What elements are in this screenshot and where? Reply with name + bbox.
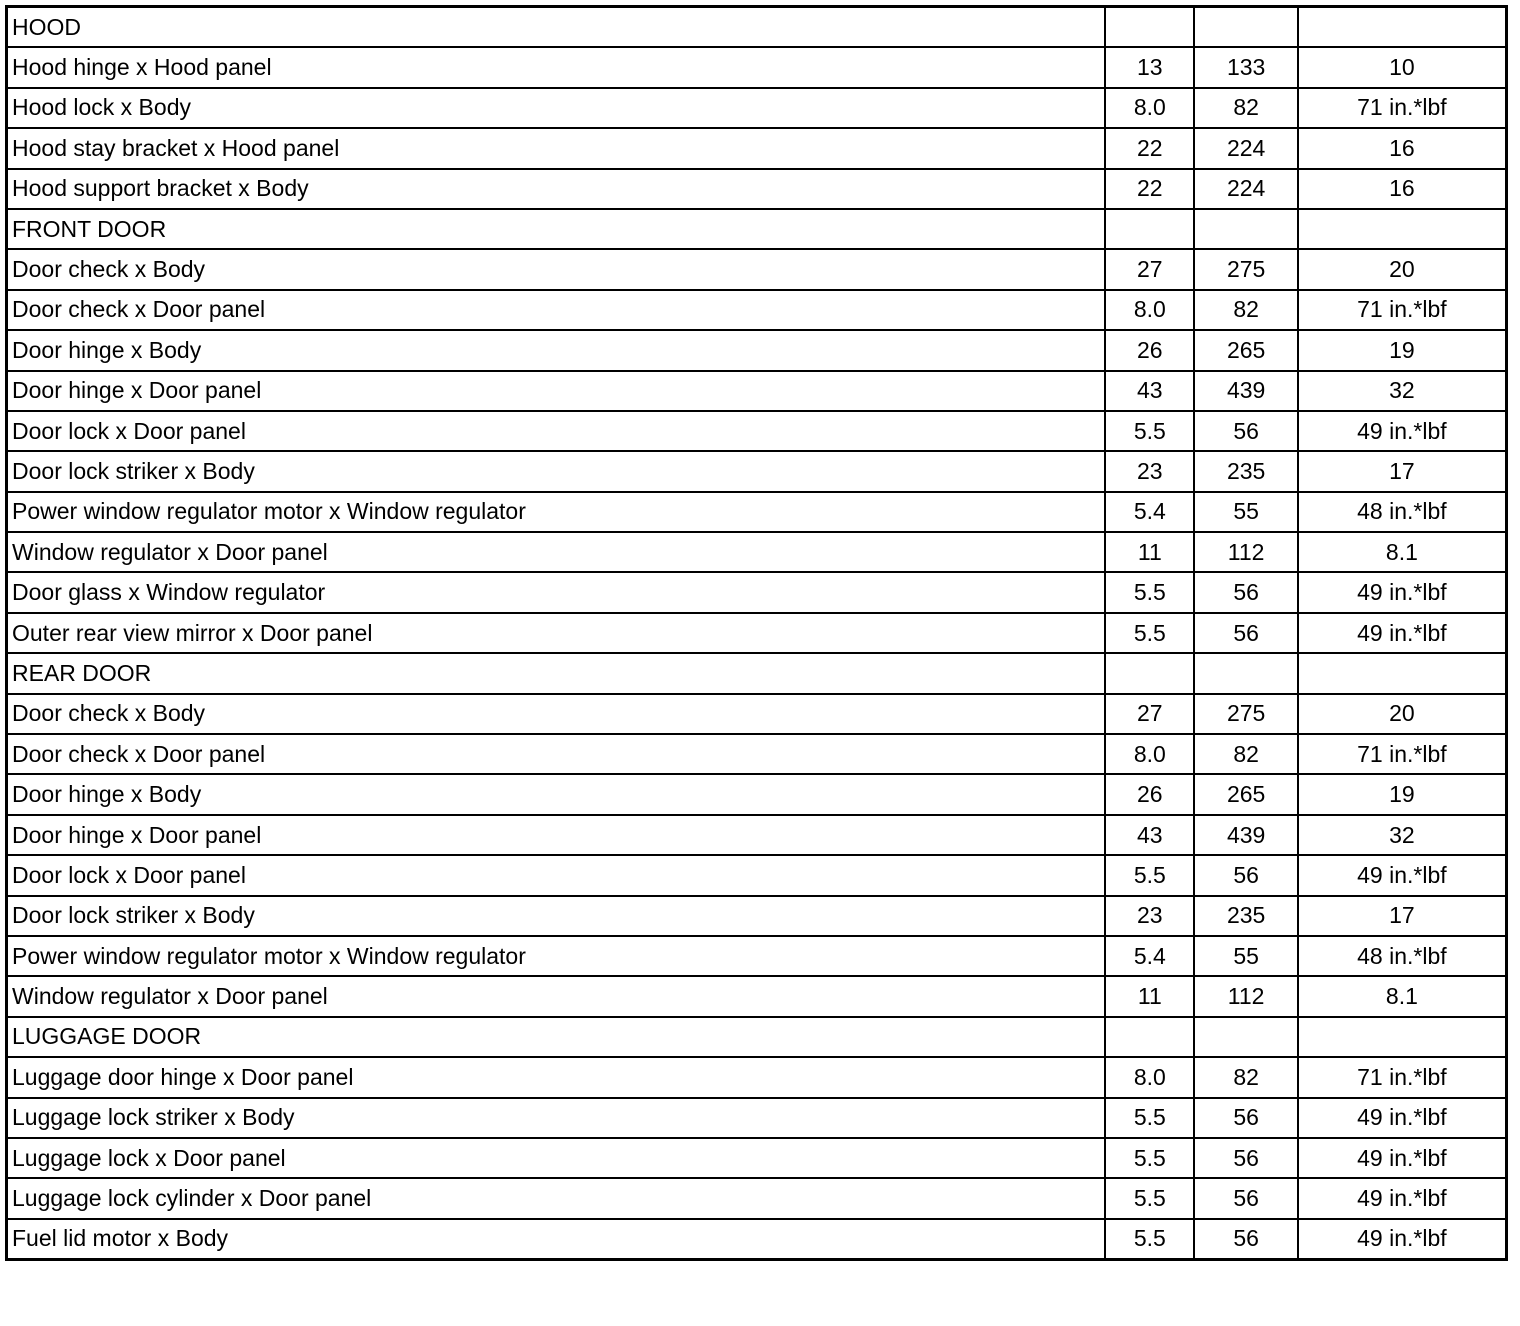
kgfcm-cell: 82: [1194, 88, 1297, 128]
part-name-cell: Fuel lid motor x Body: [7, 1219, 1106, 1260]
section-header-row: [7, 7, 1507, 48]
kgfcm-cell: 55: [1194, 492, 1297, 532]
kgfcm-cell: 56: [1194, 855, 1297, 895]
part-name-cell: Door hinge x Body: [7, 774, 1106, 814]
part-name-cell: Hood stay bracket x Hood panel: [7, 128, 1106, 168]
part-name-cell: Hood hinge x Hood panel: [7, 47, 1106, 87]
empty-cell: [1105, 1017, 1194, 1057]
kgfcm-cell: 275: [1194, 694, 1297, 734]
nm-cell: 5.5: [1105, 613, 1194, 653]
ftlbf-cell: 17: [1298, 451, 1507, 491]
ftlbf-cell: 49 in.*lbf: [1298, 1138, 1507, 1178]
table-row: [7, 976, 1507, 1016]
empty-cell: [1298, 1017, 1507, 1057]
part-name-cell: Door hinge x Door panel: [7, 371, 1106, 411]
nm-cell: 23: [1105, 451, 1194, 491]
part-name-cell: Door hinge x Door panel: [7, 815, 1106, 855]
kgfcm-cell: 82: [1194, 1057, 1297, 1097]
part-name-cell: Luggage lock cylinder x Door panel: [7, 1178, 1106, 1218]
nm-cell: 13: [1105, 47, 1194, 87]
ftlbf-cell: 17: [1298, 896, 1507, 936]
empty-cell: [1194, 7, 1297, 48]
table-row: [7, 1219, 1507, 1260]
ftlbf-cell: 71 in.*lbf: [1298, 734, 1507, 774]
nm-cell: 5.5: [1105, 855, 1194, 895]
kgfcm-cell: 275: [1194, 249, 1297, 289]
ftlbf-cell: 49 in.*lbf: [1298, 572, 1507, 612]
nm-cell: 11: [1105, 532, 1194, 572]
nm-cell: 27: [1105, 249, 1194, 289]
ftlbf-cell: 20: [1298, 249, 1507, 289]
section-header-row: [7, 1017, 1507, 1057]
nm-cell: 22: [1105, 169, 1194, 209]
table-row: [7, 128, 1507, 168]
table-row: [7, 249, 1507, 289]
part-name-cell: Door check x Body: [7, 249, 1106, 289]
part-name-cell: Power window regulator motor x Window regulator: [7, 936, 1106, 976]
ftlbf-cell: 10: [1298, 47, 1507, 87]
nm-cell: 22: [1105, 128, 1194, 168]
section-title: LUGGAGE DOOR: [7, 1017, 1106, 1057]
empty-cell: [1298, 7, 1507, 48]
kgfcm-cell: 112: [1194, 532, 1297, 572]
empty-cell: [1194, 653, 1297, 693]
table-row: [7, 290, 1507, 330]
table-row: [7, 47, 1507, 87]
nm-cell: 26: [1105, 774, 1194, 814]
nm-cell: 5.5: [1105, 411, 1194, 451]
part-name-cell: Door check x Body: [7, 694, 1106, 734]
table-row: [7, 855, 1507, 895]
ftlbf-cell: 49 in.*lbf: [1298, 411, 1507, 451]
part-name-cell: Outer rear view mirror x Door panel: [7, 613, 1106, 653]
table-row: [7, 774, 1507, 814]
table-row: [7, 572, 1507, 612]
section-title: HOOD: [7, 7, 1106, 48]
ftlbf-cell: 71 in.*lbf: [1298, 290, 1507, 330]
kgfcm-cell: 82: [1194, 734, 1297, 774]
part-name-cell: Door check x Door panel: [7, 734, 1106, 774]
kgfcm-cell: 439: [1194, 371, 1297, 411]
ftlbf-cell: 19: [1298, 330, 1507, 370]
table-row: [7, 492, 1507, 532]
kgfcm-cell: 133: [1194, 47, 1297, 87]
empty-cell: [1105, 209, 1194, 249]
table-row: [7, 734, 1507, 774]
part-name-cell: Luggage door hinge x Door panel: [7, 1057, 1106, 1097]
ftlbf-cell: 71 in.*lbf: [1298, 1057, 1507, 1097]
nm-cell: 8.0: [1105, 1057, 1194, 1097]
table-row: [7, 451, 1507, 491]
kgfcm-cell: 56: [1194, 1098, 1297, 1138]
ftlbf-cell: 48 in.*lbf: [1298, 492, 1507, 532]
nm-cell: 11: [1105, 976, 1194, 1016]
table-row: [7, 371, 1507, 411]
kgfcm-cell: 224: [1194, 128, 1297, 168]
empty-cell: [1105, 7, 1194, 48]
nm-cell: 5.4: [1105, 936, 1194, 976]
table-row: [7, 1178, 1507, 1218]
ftlbf-cell: 49 in.*lbf: [1298, 1219, 1507, 1260]
nm-cell: 5.5: [1105, 1098, 1194, 1138]
ftlbf-cell: 49 in.*lbf: [1298, 1098, 1507, 1138]
kgfcm-cell: 112: [1194, 976, 1297, 1016]
part-name-cell: Door lock x Door panel: [7, 855, 1106, 895]
ftlbf-cell: 48 in.*lbf: [1298, 936, 1507, 976]
kgfcm-cell: 265: [1194, 330, 1297, 370]
part-name-cell: Door check x Door panel: [7, 290, 1106, 330]
ftlbf-cell: 32: [1298, 815, 1507, 855]
ftlbf-cell: 19: [1298, 774, 1507, 814]
ftlbf-cell: 16: [1298, 169, 1507, 209]
part-name-cell: Window regulator x Door panel: [7, 532, 1106, 572]
table-row: [7, 936, 1507, 976]
ftlbf-cell: 49 in.*lbf: [1298, 613, 1507, 653]
nm-cell: 23: [1105, 896, 1194, 936]
section-header-row: [7, 653, 1507, 693]
kgfcm-cell: 56: [1194, 572, 1297, 612]
nm-cell: 8.0: [1105, 734, 1194, 774]
empty-cell: [1298, 653, 1507, 693]
kgfcm-cell: 235: [1194, 451, 1297, 491]
nm-cell: 5.4: [1105, 492, 1194, 532]
kgfcm-cell: 235: [1194, 896, 1297, 936]
nm-cell: 43: [1105, 815, 1194, 855]
empty-cell: [1105, 653, 1194, 693]
nm-cell: 26: [1105, 330, 1194, 370]
kgfcm-cell: 224: [1194, 169, 1297, 209]
nm-cell: 27: [1105, 694, 1194, 734]
table-row: [7, 88, 1507, 128]
kgfcm-cell: 265: [1194, 774, 1297, 814]
kgfcm-cell: 56: [1194, 411, 1297, 451]
part-name-cell: Window regulator x Door panel: [7, 976, 1106, 1016]
nm-cell: 5.5: [1105, 1138, 1194, 1178]
nm-cell: 5.5: [1105, 572, 1194, 612]
kgfcm-cell: 56: [1194, 1138, 1297, 1178]
table-row: [7, 1098, 1507, 1138]
kgfcm-cell: 82: [1194, 290, 1297, 330]
section-title: REAR DOOR: [7, 653, 1106, 693]
part-name-cell: Door lock striker x Body: [7, 451, 1106, 491]
part-name-cell: Door lock striker x Body: [7, 896, 1106, 936]
table-row: [7, 896, 1507, 936]
part-name-cell: Power window regulator motor x Window regulator: [7, 492, 1106, 532]
table-row: [7, 815, 1507, 855]
part-name-cell: Luggage lock x Door panel: [7, 1138, 1106, 1178]
kgfcm-cell: 56: [1194, 1219, 1297, 1260]
ftlbf-cell: 20: [1298, 694, 1507, 734]
empty-cell: [1194, 209, 1297, 249]
part-name-cell: Door glass x Window regulator: [7, 572, 1106, 612]
ftlbf-cell: 32: [1298, 371, 1507, 411]
part-name-cell: Luggage lock striker x Body: [7, 1098, 1106, 1138]
kgfcm-cell: 56: [1194, 1178, 1297, 1218]
ftlbf-cell: 16: [1298, 128, 1507, 168]
kgfcm-cell: 439: [1194, 815, 1297, 855]
section-header-row: [7, 209, 1507, 249]
part-name-cell: Door lock x Door panel: [7, 411, 1106, 451]
table-row: [7, 1138, 1507, 1178]
ftlbf-cell: 49 in.*lbf: [1298, 855, 1507, 895]
nm-cell: 8.0: [1105, 290, 1194, 330]
table-body: [7, 7, 1507, 1260]
kgfcm-cell: 56: [1194, 613, 1297, 653]
ftlbf-cell: 8.1: [1298, 532, 1507, 572]
section-title: FRONT DOOR: [7, 209, 1106, 249]
table-row: [7, 694, 1507, 734]
ftlbf-cell: 8.1: [1298, 976, 1507, 1016]
table-row: [7, 169, 1507, 209]
nm-cell: 8.0: [1105, 88, 1194, 128]
ftlbf-cell: 49 in.*lbf: [1298, 1178, 1507, 1218]
nm-cell: 43: [1105, 371, 1194, 411]
nm-cell: 5.5: [1105, 1178, 1194, 1218]
table-row: [7, 330, 1507, 370]
kgfcm-cell: 55: [1194, 936, 1297, 976]
part-name-cell: Door hinge x Body: [7, 330, 1106, 370]
torque-specification-table: [5, 5, 1508, 1261]
nm-cell: 5.5: [1105, 1219, 1194, 1260]
table-row: [7, 532, 1507, 572]
table-row: [7, 1057, 1507, 1097]
table-row: [7, 613, 1507, 653]
empty-cell: [1194, 1017, 1297, 1057]
empty-cell: [1298, 209, 1507, 249]
table-row: [7, 411, 1507, 451]
part-name-cell: Hood lock x Body: [7, 88, 1106, 128]
ftlbf-cell: 71 in.*lbf: [1298, 88, 1507, 128]
part-name-cell: Hood support bracket x Body: [7, 169, 1106, 209]
